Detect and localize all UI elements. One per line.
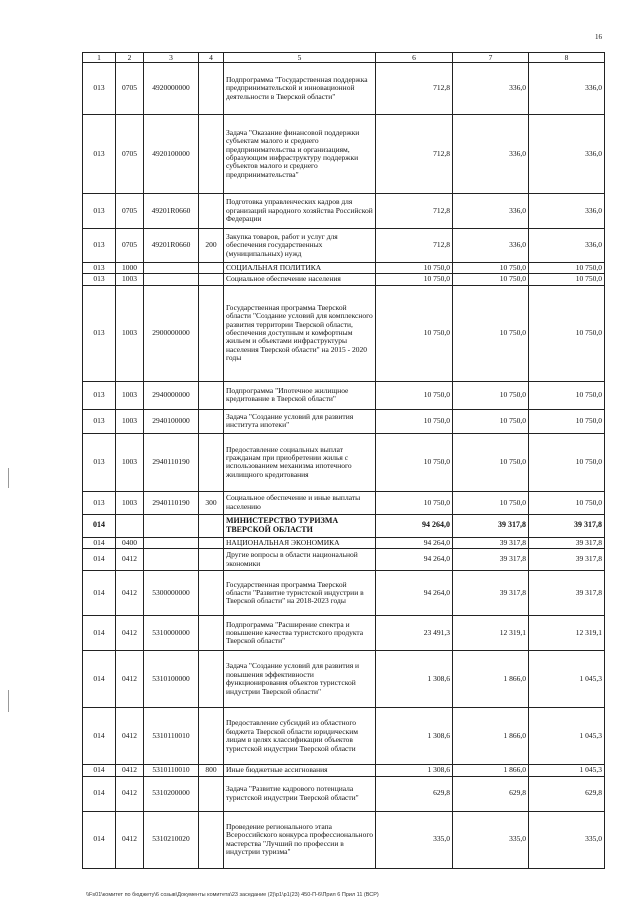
cell-ministry-code: 013: [83, 263, 116, 274]
cell-amount-col8: 10 750,0: [529, 491, 605, 514]
cell-ministry-code: 014: [83, 765, 116, 776]
cell-description: Предоставление субсидий из областного бюджета Тверской области юридическим лицам в целях классификации объектов туристской индустрии Тверской области: [224, 708, 376, 765]
table-row: [83, 194, 605, 229]
cell-target-article: 5310100000: [144, 651, 199, 708]
cell-ministry-code: 013: [83, 433, 116, 491]
table-row: [83, 409, 605, 433]
cell-amount-col7: 336,0: [453, 229, 529, 263]
cell-target-article: 5310210020: [144, 811, 199, 868]
cell-section-code: 0412: [116, 776, 144, 811]
cell-amount-col6: 335,0: [376, 811, 453, 868]
cell-target-article: [144, 549, 199, 571]
cell-amount-col8: 336,0: [529, 229, 605, 263]
cell-amount-col8: 39 317,8: [529, 571, 605, 616]
cell-amount-col7: 10 750,0: [453, 285, 529, 381]
cell-amount-col8: 1 045,3: [529, 708, 605, 765]
cell-ministry-code: 013: [83, 274, 116, 285]
cell-amount-col6: 1 308,6: [376, 765, 453, 776]
cell-target-article: 2940000000: [144, 381, 199, 409]
cell-amount-col8: 1 045,3: [529, 765, 605, 776]
cell-target-article: 4920000000: [144, 63, 199, 115]
cell-section-code: 0412: [116, 811, 144, 868]
cell-section-code: 1003: [116, 409, 144, 433]
table-row: [83, 274, 605, 285]
cell-amount-col6: 1 308,6: [376, 651, 453, 708]
cell-amount-col8: 10 750,0: [529, 433, 605, 491]
table-row: [83, 765, 605, 776]
table-row: [83, 63, 605, 115]
cell-amount-col8: 39 317,8: [529, 537, 605, 548]
cell-description: Социальное обеспечение населения: [224, 274, 376, 285]
cell-description: Социальное обеспечение и иные выплаты населению: [224, 491, 376, 514]
cell-expense-type: [199, 263, 224, 274]
cell-section-code: 0412: [116, 571, 144, 616]
cell-amount-col6: 712,8: [376, 194, 453, 229]
cell-ministry-code: 014: [83, 811, 116, 868]
cell-amount-col8: 336,0: [529, 63, 605, 115]
cell-amount-col7: 10 750,0: [453, 491, 529, 514]
cell-expense-type: 200: [199, 229, 224, 263]
cell-ministry-code: 013: [83, 115, 116, 194]
cell-expense-type: [199, 285, 224, 381]
cell-ministry-code: 013: [83, 491, 116, 514]
cell-amount-col6: 10 750,0: [376, 433, 453, 491]
column-header: 8: [529, 53, 605, 63]
column-header: 6: [376, 53, 453, 63]
cell-amount-col6: 10 750,0: [376, 274, 453, 285]
cell-description: Задача "Создание условий для развития и повышения эффективности функционирования объектов туристской индустрии Тверской области": [224, 651, 376, 708]
column-header: 4: [199, 53, 224, 63]
table-row: [83, 115, 605, 194]
cell-ministry-code: 013: [83, 381, 116, 409]
cell-target-article: [144, 537, 199, 548]
cell-amount-col7: 10 750,0: [453, 409, 529, 433]
cell-description: Подпрограмма "Государственная поддержка предпринимательской и инновационной деятельности в Тверской области": [224, 63, 376, 115]
cell-amount-col8: 10 750,0: [529, 274, 605, 285]
cell-ministry-code: 014: [83, 514, 116, 537]
table-row: [83, 263, 605, 274]
cell-description: Подпрограмма "Ипотечное жилищное кредитование в Тверской области": [224, 381, 376, 409]
cell-target-article: 5300000000: [144, 571, 199, 616]
table-body: [83, 53, 605, 869]
cell-section-code: [116, 514, 144, 537]
cell-section-code: 1003: [116, 285, 144, 381]
cell-description: Задача "Развитие кадрового потенциала туристской индустрии Тверской области": [224, 776, 376, 811]
cell-amount-col7: 1 866,0: [453, 765, 529, 776]
cell-expense-type: [199, 115, 224, 194]
cell-section-code: 0412: [116, 616, 144, 651]
table-header-row: [83, 53, 605, 63]
cell-expense-type: [199, 537, 224, 548]
cell-amount-col7: 629,8: [453, 776, 529, 811]
table-row: [83, 616, 605, 651]
cell-description: Подготовка управленческих кадров для организаций народного хозяйства Российской Федерации: [224, 194, 376, 229]
cell-ministry-code: 014: [83, 549, 116, 571]
table-row: [83, 229, 605, 263]
cell-description: Предоставление социальных выплат гражданам при приобретении жилья с использованием механизма ипотечного жилищного кредитования: [224, 433, 376, 491]
cell-expense-type: [199, 776, 224, 811]
cell-description: МИНИСТЕРСТВО ТУРИЗМА ТВЕРСКОЙ ОБЛАСТИ: [224, 514, 376, 537]
cell-section-code: 1003: [116, 274, 144, 285]
cell-expense-type: [199, 549, 224, 571]
cell-section-code: 0412: [116, 765, 144, 776]
table-row: [83, 776, 605, 811]
cell-section-code: 1003: [116, 491, 144, 514]
cell-ministry-code: 014: [83, 571, 116, 616]
cell-expense-type: [199, 63, 224, 115]
cell-section-code: 0412: [116, 651, 144, 708]
cell-amount-col7: 336,0: [453, 194, 529, 229]
cell-description: Задача "Создание условий для развития института ипотеки": [224, 409, 376, 433]
cell-amount-col7: 39 317,8: [453, 549, 529, 571]
cell-target-article: 2940100000: [144, 409, 199, 433]
scan-edge-mark: [8, 468, 9, 488]
table-row: [83, 285, 605, 381]
scan-edge-mark: [8, 690, 9, 712]
cell-amount-col7: 1 866,0: [453, 708, 529, 765]
cell-amount-col8: 629,8: [529, 776, 605, 811]
footer-file-path: \\Fs01\комитет по бюджету\6 созыв\Документы комитета\23 заседание (2)\р1\р1(23) 450-П-6\Прил 6 Прил 11 (ВСР): [86, 892, 379, 898]
cell-amount-col6: 10 750,0: [376, 263, 453, 274]
cell-amount-col8: 10 750,0: [529, 409, 605, 433]
table-row: [83, 514, 605, 537]
cell-expense-type: [199, 409, 224, 433]
table-row: [83, 708, 605, 765]
cell-amount-col6: 94 264,0: [376, 571, 453, 616]
cell-description: Подпрограмма "Расширение спектра и повышение качества туристского продукта Тверской области": [224, 616, 376, 651]
cell-amount-col7: 39 317,8: [453, 571, 529, 616]
cell-ministry-code: 014: [83, 708, 116, 765]
cell-target-article: 2940110190: [144, 433, 199, 491]
table-row: [83, 537, 605, 548]
cell-amount-col7: 39 317,8: [453, 514, 529, 537]
cell-amount-col6: 10 750,0: [376, 491, 453, 514]
cell-amount-col8: 336,0: [529, 115, 605, 194]
cell-section-code: 0705: [116, 194, 144, 229]
cell-amount-col6: 94 264,0: [376, 549, 453, 571]
cell-expense-type: [199, 514, 224, 537]
column-header: 5: [224, 53, 376, 63]
cell-amount-col8: 12 319,1: [529, 616, 605, 651]
column-header: 2: [116, 53, 144, 63]
cell-description: Закупка товаров, работ и услуг для обеспечения государственных (муниципальных) нужд: [224, 229, 376, 263]
cell-amount-col7: 336,0: [453, 115, 529, 194]
cell-expense-type: [199, 194, 224, 229]
cell-ministry-code: 014: [83, 776, 116, 811]
cell-ministry-code: 014: [83, 616, 116, 651]
cell-amount-col7: 10 750,0: [453, 381, 529, 409]
table-row: [83, 651, 605, 708]
cell-amount-col6: 629,8: [376, 776, 453, 811]
cell-target-article: 5310110010: [144, 708, 199, 765]
cell-target-article: 5310000000: [144, 616, 199, 651]
cell-section-code: 1003: [116, 433, 144, 491]
budget-table: [82, 52, 605, 869]
page-number: 16: [595, 33, 602, 41]
cell-description: Иные бюджетные ассигнования: [224, 765, 376, 776]
cell-section-code: 1000: [116, 263, 144, 274]
cell-description: Государственная программа Тверской области "Развитие туристской индустрии в Тверской области" на 2018-2023 годы: [224, 571, 376, 616]
column-header: 7: [453, 53, 529, 63]
cell-amount-col7: 10 750,0: [453, 263, 529, 274]
cell-ministry-code: 014: [83, 651, 116, 708]
cell-target-article: [144, 274, 199, 285]
cell-target-article: 4920100000: [144, 115, 199, 194]
cell-amount-col6: 94 264,0: [376, 537, 453, 548]
cell-amount-col7: 336,0: [453, 63, 529, 115]
column-header: 3: [144, 53, 199, 63]
cell-amount-col8: 10 750,0: [529, 381, 605, 409]
cell-description: Задача "Оказание финансовой поддержки субъектам малого и среднего предпринимательства и организациям, образующим инфраструктуру поддержки субъектов малого и среднего предпринимательства": [224, 115, 376, 194]
cell-amount-col6: 94 264,0: [376, 514, 453, 537]
table-row: [83, 381, 605, 409]
cell-expense-type: 300: [199, 491, 224, 514]
cell-amount-col6: 10 750,0: [376, 381, 453, 409]
cell-section-code: 0412: [116, 549, 144, 571]
table-row: [83, 549, 605, 571]
cell-expense-type: [199, 571, 224, 616]
cell-amount-col6: 23 491,3: [376, 616, 453, 651]
cell-amount-col6: 712,8: [376, 63, 453, 115]
cell-amount-col6: 10 750,0: [376, 409, 453, 433]
cell-description: СОЦИАЛЬНАЯ ПОЛИТИКА: [224, 263, 376, 274]
cell-ministry-code: 013: [83, 63, 116, 115]
cell-amount-col8: 10 750,0: [529, 285, 605, 381]
table-row: [83, 571, 605, 616]
cell-target-article: 5310200000: [144, 776, 199, 811]
cell-amount-col7: 10 750,0: [453, 433, 529, 491]
cell-expense-type: [199, 274, 224, 285]
cell-section-code: 0705: [116, 63, 144, 115]
table-row: [83, 433, 605, 491]
cell-target-article: 2940110190: [144, 491, 199, 514]
cell-amount-col6: 10 750,0: [376, 285, 453, 381]
column-header: 1: [83, 53, 116, 63]
cell-description: Государственная программа Тверской области "Создание условий для комплексного развития территории Тверской области, обеспечения доступным и комфортным жильем и объектами инфраструктуры населения Тверской области" на 2015 - 2020 годы: [224, 285, 376, 381]
cell-ministry-code: 013: [83, 285, 116, 381]
cell-amount-col6: 1 308,6: [376, 708, 453, 765]
cell-expense-type: [199, 616, 224, 651]
cell-target-article: 5310110010: [144, 765, 199, 776]
cell-target-article: 49201R0660: [144, 229, 199, 263]
cell-ministry-code: 013: [83, 194, 116, 229]
cell-target-article: 49201R0660: [144, 194, 199, 229]
cell-amount-col6: 712,8: [376, 229, 453, 263]
cell-expense-type: 800: [199, 765, 224, 776]
cell-ministry-code: 013: [83, 229, 116, 263]
cell-amount-col6: 712,8: [376, 115, 453, 194]
cell-section-code: 1003: [116, 381, 144, 409]
cell-amount-col7: 12 319,1: [453, 616, 529, 651]
cell-amount-col7: 39 317,8: [453, 537, 529, 548]
cell-ministry-code: 014: [83, 537, 116, 548]
cell-description: НАЦИОНАЛЬНАЯ ЭКОНОМИКА: [224, 537, 376, 548]
cell-description: Другие вопросы в области национальной экономики: [224, 549, 376, 571]
cell-amount-col8: 1 045,3: [529, 651, 605, 708]
cell-section-code: 0412: [116, 708, 144, 765]
cell-amount-col7: 10 750,0: [453, 274, 529, 285]
cell-expense-type: [199, 708, 224, 765]
cell-amount-col7: 1 866,0: [453, 651, 529, 708]
cell-expense-type: [199, 651, 224, 708]
cell-expense-type: [199, 433, 224, 491]
cell-section-code: 0705: [116, 115, 144, 194]
cell-description: Проведение регионального этапа Всероссийского конкурса профессионального мастерства "Лучший по профессии в индустрии туризма": [224, 811, 376, 868]
cell-amount-col8: 39 317,8: [529, 549, 605, 571]
cell-amount-col7: 335,0: [453, 811, 529, 868]
cell-amount-col8: 335,0: [529, 811, 605, 868]
cell-expense-type: [199, 811, 224, 868]
cell-target-article: 2900000000: [144, 285, 199, 381]
cell-amount-col8: 336,0: [529, 194, 605, 229]
cell-target-article: [144, 514, 199, 537]
cell-section-code: 0400: [116, 537, 144, 548]
cell-section-code: 0705: [116, 229, 144, 263]
cell-amount-col8: 10 750,0: [529, 263, 605, 274]
table-row: [83, 811, 605, 868]
cell-expense-type: [199, 381, 224, 409]
cell-target-article: [144, 263, 199, 274]
cell-ministry-code: 013: [83, 409, 116, 433]
table-row: [83, 491, 605, 514]
cell-amount-col8: 39 317,8: [529, 514, 605, 537]
